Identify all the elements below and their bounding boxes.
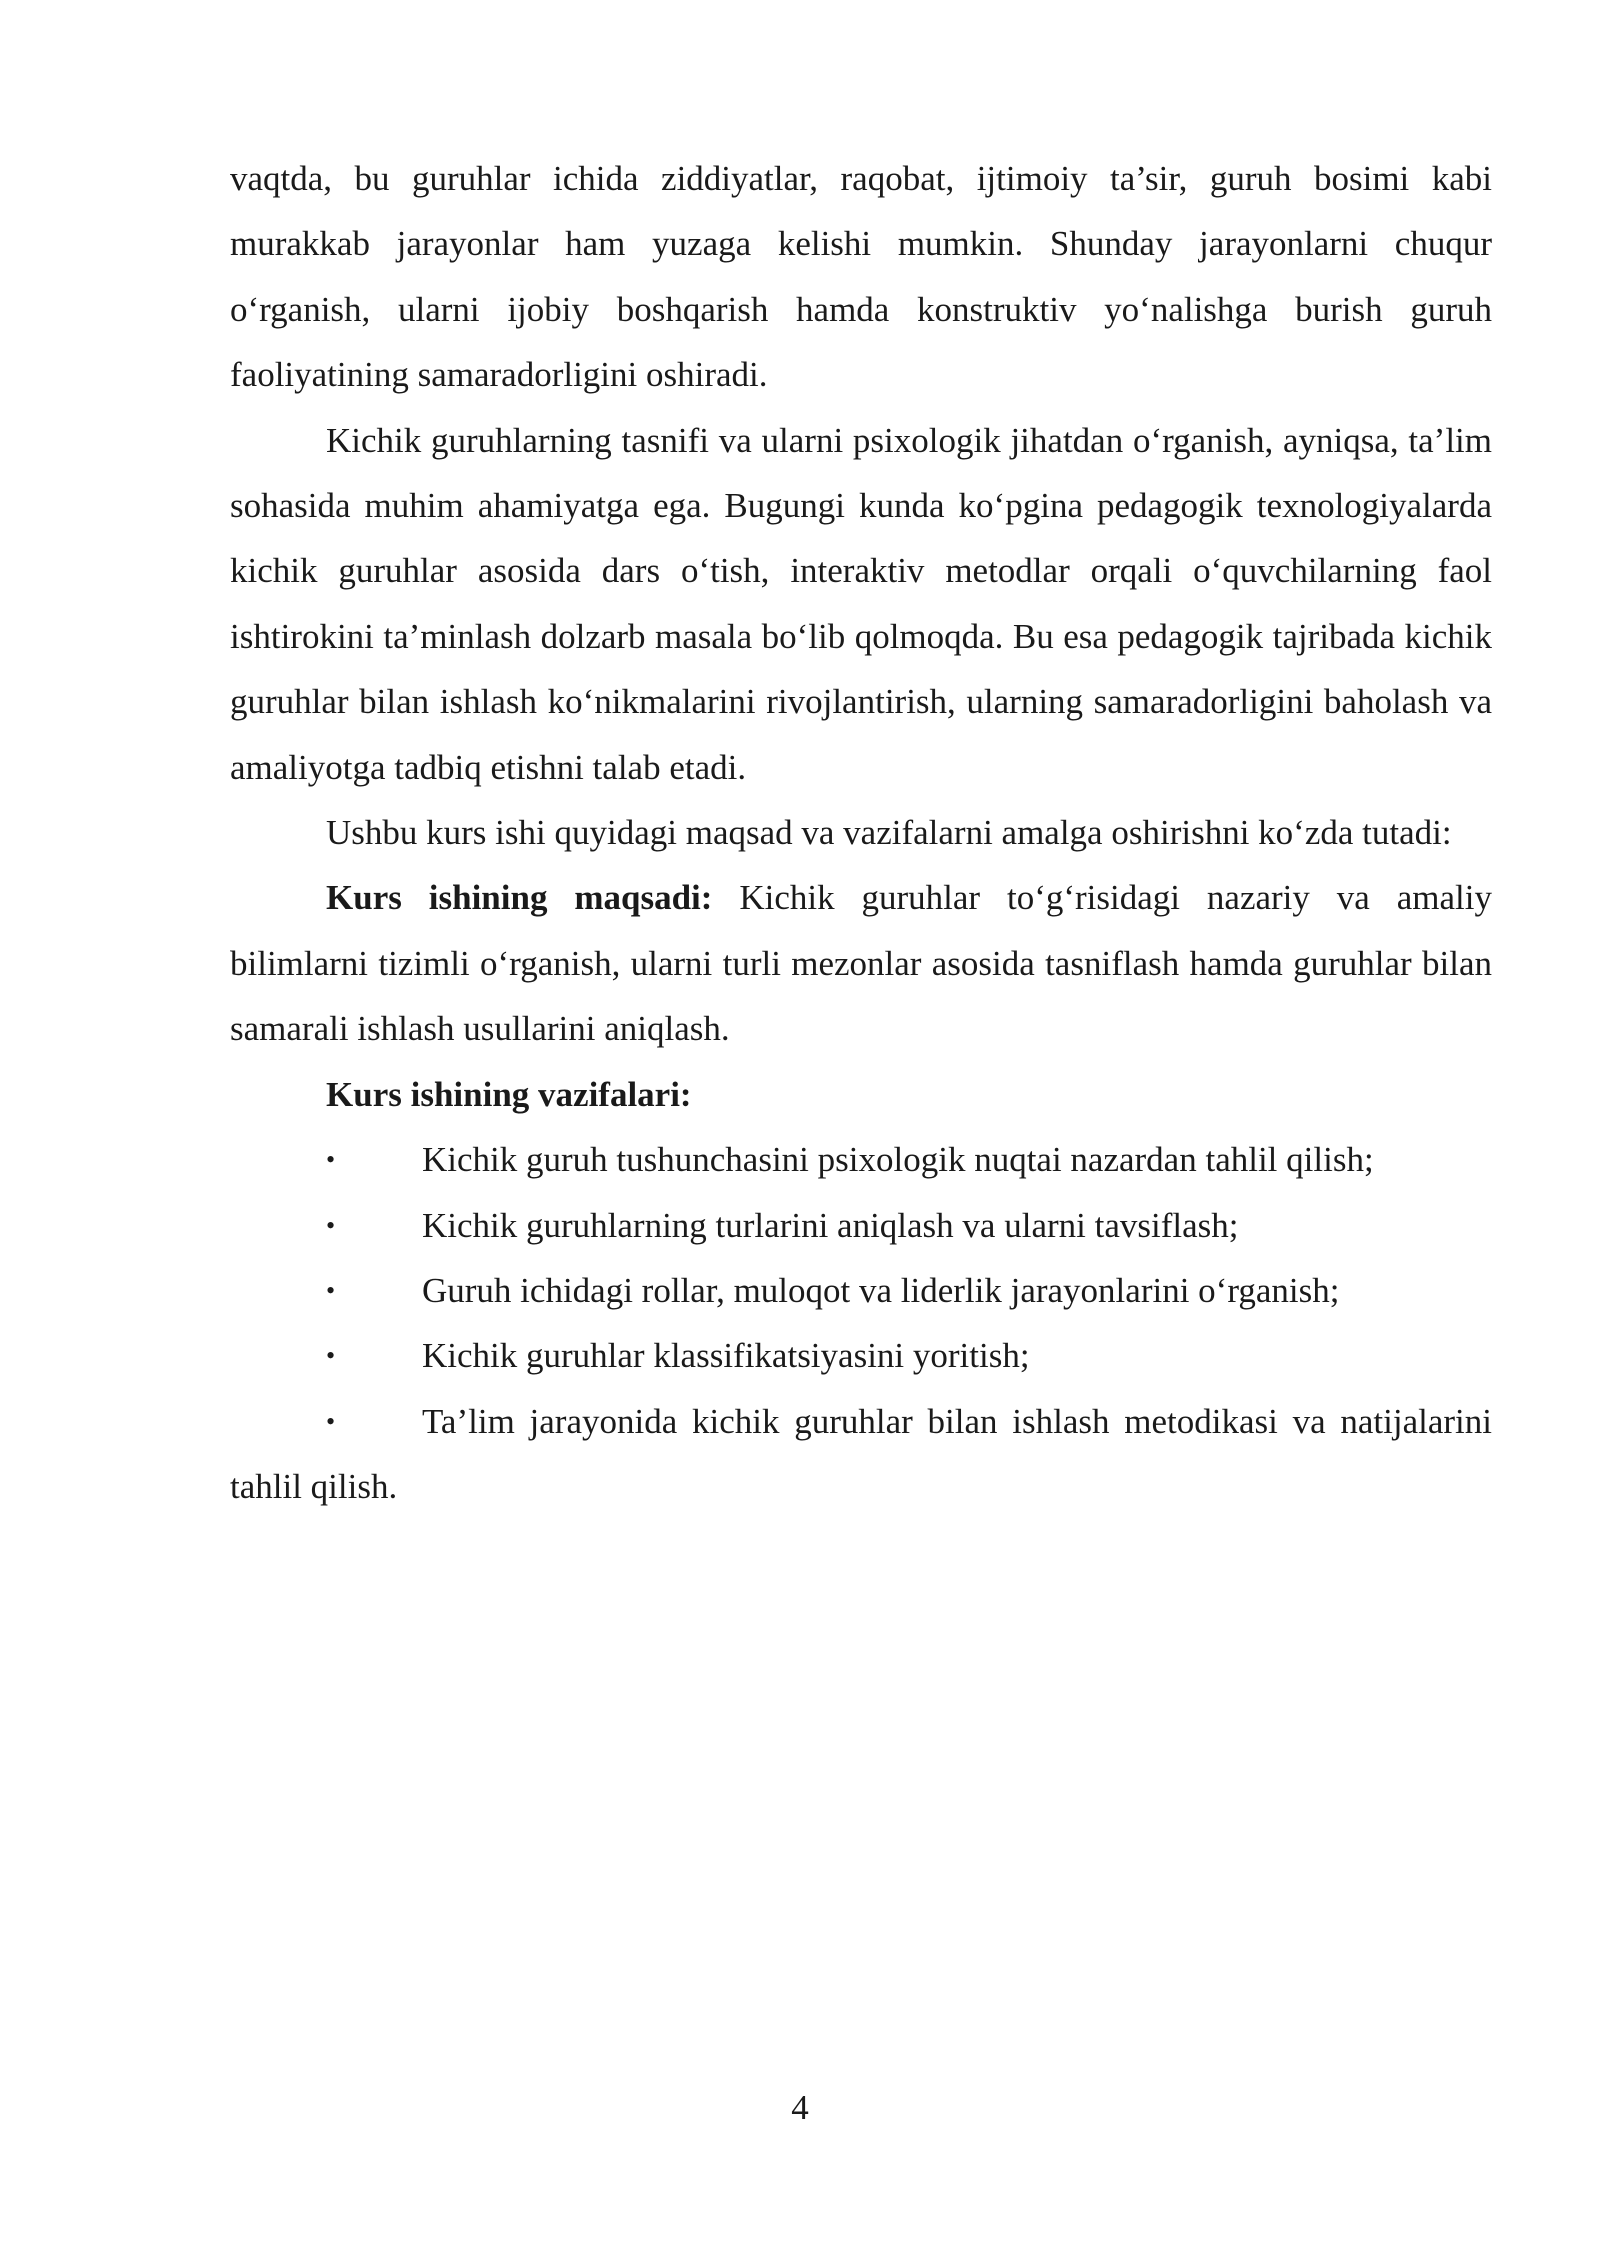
course-tasks-heading: Kurs ishining vazifalari: [326, 1074, 692, 1114]
list-item-text: Ta’lim jarayonida kichik guruhlar bilan ishlash metodikasi va natijalarini tahlil qilish. [230, 1401, 1492, 1507]
list-item [230, 1193, 1492, 1258]
list-item [230, 1389, 1492, 1520]
paragraph-small-groups-classification: Kichik guruhlarning tasnifi va ularni psixologik jihatdan o‘rganish, ayniqsa, ta’lim sohasida muhim ahamiyatga ega. Bugungi kunda ko‘pgina pedagogik texnologiyalarda kichik guruhlar asosida dars o‘tish, interaktiv metodlar orqali o‘quvchilarning faol ishtirokini ta’minlash dolzarb masala bo‘lib qolmoqda. Bu esa pedagogik tajribada kichik guruhlar bilan ishlash ko‘nikmalarini rivojlantirish, ularning samaradorligini baholash va amaliyotga tadbiq etishni talab etadi. [230, 420, 1492, 787]
list-item-text: Guruh ichidagi rollar, muloqot va liderlik jarayonlarini o‘rganish; [422, 1270, 1340, 1310]
document-page [230, 146, 1492, 1520]
list-item-text: Kichik guruhlarning turlarini aniqlash va ularni tavsiflash; [422, 1205, 1239, 1245]
paragraph-intro-continuation: vaqtda, bu guruhlar ichida ziddiyatlar, raqobat, ijtimoiy ta’sir, guruh bosimi kabi murakkab jarayonlar ham yuzaga kelishi mumkin. Shunday jarayonlarni chuqur o‘rganish, ularni ijobiy boshqarish hamda konstruktiv yo‘nalishga burish guruh faoliyatining samaradorligini oshiradi. [230, 159, 1492, 395]
list-item-text: Kichik guruh tushunchasini psixologik nuqtai nazardan tahlil qilish; [422, 1140, 1374, 1180]
bullet-icon: • [326, 1145, 336, 1175]
bullet-icon: • [326, 1406, 336, 1436]
course-tasks-list [230, 1127, 1492, 1519]
list-item [230, 1258, 1492, 1323]
list-item [230, 1127, 1492, 1192]
list-item-text: Kichik guruhlar klassifikatsiyasini yoritish; [422, 1336, 1030, 1376]
page-number: 4 [791, 2088, 809, 2127]
bullet-icon: • [326, 1341, 336, 1371]
course-goal-label: Kurs ishining maqsadi: [326, 878, 713, 918]
bullet-icon: • [326, 1210, 336, 1240]
list-item [230, 1323, 1492, 1388]
paragraph-course-goal [230, 865, 1492, 1061]
bullet-icon: • [326, 1275, 336, 1305]
course-goal-text: Kichik guruhlar to‘g‘risidagi nazariy va amaliy bilimlarni tizimli o‘rganish, ularni turli mezonlar asosida tasniflash hamda guruhlar bilan samarali ishlash usullarini aniqlash. [230, 878, 1492, 1049]
paragraph-course-aims-intro: Ushbu kurs ishi quyidagi maqsad va vazifalarni amalga oshirishni ko‘zda tutadi: [326, 813, 1452, 853]
